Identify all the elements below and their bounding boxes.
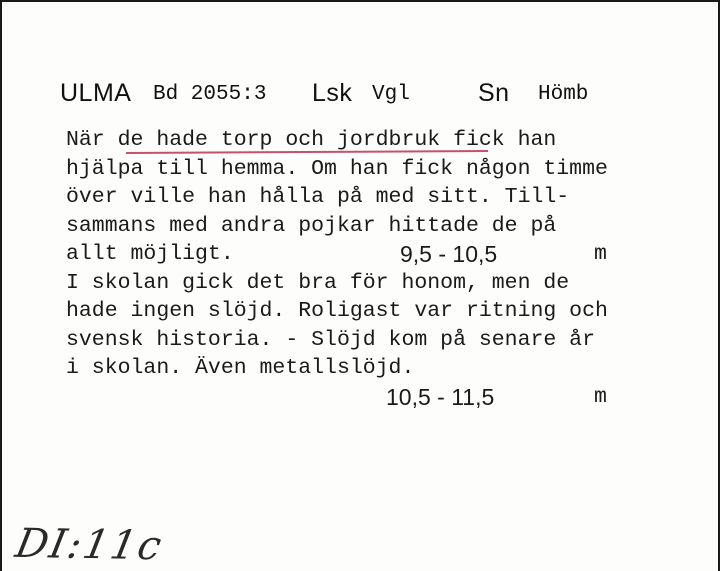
card-body: [66, 126, 666, 411]
body-line: I skolan gick det bra för honom, men de: [66, 270, 570, 295]
lsk-label: Lsk: [312, 79, 353, 107]
body-line: svensk historia. - Slöjd kom på senare år: [66, 327, 595, 352]
sn-label: Sn: [478, 79, 510, 107]
body-line: sammans med andra pojkar hittade de på: [66, 213, 557, 238]
body-line: hjälpa till hemma. Om han fick någon timme: [66, 156, 608, 181]
body-line: allt möjligt.: [66, 242, 234, 266]
body-line: över ville han hålla på med sitt. Till-: [66, 185, 570, 209]
body-line-with-range: [66, 240, 666, 269]
archive-name: ULMA: [60, 79, 132, 107]
time-range: 10,5 - 11,5: [386, 383, 495, 410]
range-unit: m: [594, 384, 607, 409]
body-line: i skolan. Även metallslöjd.: [66, 356, 415, 380]
handwritten-classification: DI:11c: [11, 520, 167, 570]
time-range: 9,5 - 10,5: [400, 241, 498, 267]
body-line: När de hade torp och jordbruk fick han: [66, 128, 557, 152]
range-line: [66, 383, 666, 412]
card-header: [60, 79, 680, 115]
record-id: Bd 2055:3: [153, 83, 267, 106]
range-unit: m: [594, 242, 607, 266]
body-line: hade ingen slöjd. Roligast var ritning och: [66, 299, 608, 323]
lsk-value: Vgl: [372, 83, 410, 106]
sn-value: Hömb: [538, 83, 589, 106]
